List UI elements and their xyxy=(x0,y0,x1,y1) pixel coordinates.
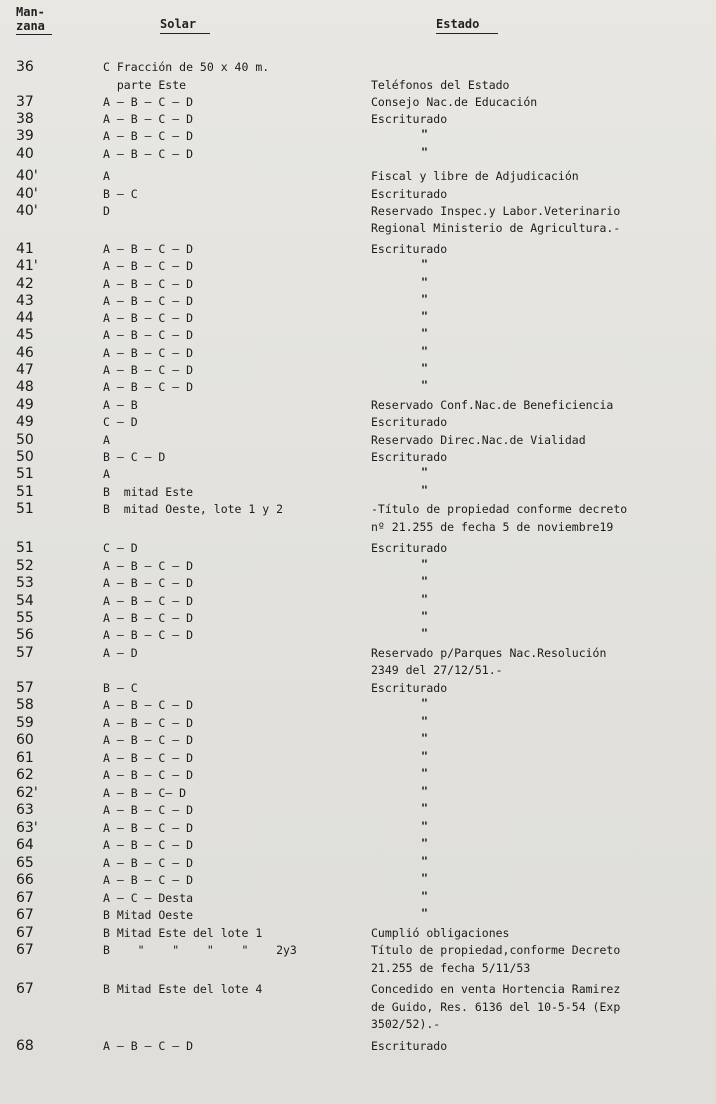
manzana-number: 47 xyxy=(16,362,34,378)
ditto-mark: " xyxy=(421,836,428,850)
solar-value: A – B – C – D xyxy=(103,873,194,887)
solar-value: A – B – C – D xyxy=(103,112,194,126)
ditto-mark: " xyxy=(421,145,428,159)
estado-value: Escriturado xyxy=(371,1039,448,1053)
estado-value: Escriturado xyxy=(371,187,448,201)
manzana-number: 65 xyxy=(16,855,34,871)
ditto-mark: " xyxy=(421,766,428,780)
manzana-number: 51 xyxy=(16,540,34,556)
ledger-row xyxy=(0,345,716,362)
manzana-number: 40' xyxy=(16,168,38,184)
solar-value: A – B – C – D xyxy=(103,576,194,590)
manzana-number: 67 xyxy=(16,925,34,941)
solar-value: B mitad Oeste, lote 1 y 2 xyxy=(103,502,284,516)
header-solar: Solar xyxy=(160,17,197,31)
solar-value: B – C xyxy=(103,681,138,695)
estado-value: 2349 del 27/12/51.- xyxy=(371,663,503,677)
ledger-row xyxy=(0,362,716,379)
ditto-mark: " xyxy=(421,871,428,885)
solar-value: A – B – C – D xyxy=(103,611,194,625)
ledger-row xyxy=(0,310,716,327)
manzana-number: 62' xyxy=(16,785,38,801)
manzana-number: 67 xyxy=(16,907,34,923)
ledger-row xyxy=(0,414,716,431)
manzana-number: 54 xyxy=(16,593,34,609)
solar-value: A – B – C – D xyxy=(103,129,194,143)
ledger-row xyxy=(0,94,716,111)
manzana-number: 49 xyxy=(16,397,34,413)
ditto-mark: " xyxy=(421,465,428,479)
solar-value: A – B – C – D xyxy=(103,628,194,642)
solar-value: B mitad Este xyxy=(103,485,194,499)
manzana-number: 36 xyxy=(16,59,34,75)
solar-value: A – B – C – D xyxy=(103,95,194,109)
ditto-mark: " xyxy=(421,626,428,640)
ledger-row xyxy=(0,466,716,483)
ledger-row xyxy=(0,203,716,220)
estado-value: 3502/52).- xyxy=(371,1017,441,1031)
ledger-row xyxy=(0,855,716,872)
ledger-row xyxy=(0,872,716,889)
ditto-mark: " xyxy=(421,696,428,710)
estado-value: Escriturado xyxy=(371,112,448,126)
solar-value: B – C – D xyxy=(103,450,166,464)
ditto-mark: " xyxy=(421,609,428,623)
ditto-mark: " xyxy=(421,889,428,903)
manzana-number: 63 xyxy=(16,802,34,818)
ledger-row xyxy=(0,558,716,575)
ditto-mark: " xyxy=(421,483,428,497)
manzana-number: 60 xyxy=(16,732,34,748)
ledger-row xyxy=(0,907,716,924)
solar-value: A – B – C – D xyxy=(103,1039,194,1053)
estado-value: Cumplió obligaciones xyxy=(371,926,510,940)
manzana-number: 61 xyxy=(16,750,34,766)
solar-value: A – B – C – D xyxy=(103,147,194,161)
ledger-row xyxy=(0,432,716,449)
solar-value: A – B – C – D xyxy=(103,821,194,835)
ditto-mark: " xyxy=(421,749,428,763)
solar-value: A – B – C – D xyxy=(103,311,194,325)
ditto-mark: " xyxy=(421,784,428,798)
ledger-row xyxy=(0,715,716,732)
manzana-number: 41 xyxy=(16,241,34,257)
estado-value: Reservado Inspec.y Labor.Veterinario xyxy=(371,204,621,218)
ledger-row xyxy=(0,999,716,1016)
manzana-number: 57 xyxy=(16,645,34,661)
ledger-row xyxy=(0,397,716,414)
ledger-row xyxy=(0,925,716,942)
solar-value: parte Este xyxy=(103,78,187,92)
manzana-number: 39 xyxy=(16,128,34,144)
solar-value: A – B – C – D xyxy=(103,803,194,817)
ledger-row xyxy=(0,610,716,627)
solar-value: A – B – C – D xyxy=(103,594,194,608)
ledger-row xyxy=(0,981,716,998)
estado-value: Teléfonos del Estado xyxy=(371,78,510,92)
estado-value: Reservado p/Parques Nac.Resolución xyxy=(371,646,607,660)
ledger-row xyxy=(0,540,716,557)
ditto-mark: " xyxy=(421,854,428,868)
manzana-number: 58 xyxy=(16,697,34,713)
ledger-row xyxy=(0,750,716,767)
ledger-row xyxy=(0,519,716,536)
estado-value: nº 21.255 de fecha 5 de noviembre19 xyxy=(371,520,614,534)
solar-value: A – B – C – D xyxy=(103,751,194,765)
ditto-mark: " xyxy=(421,257,428,271)
estado-value: -Título de propiedad conforme decreto xyxy=(371,502,628,516)
manzana-number: 48 xyxy=(16,379,34,395)
solar-value: A – D xyxy=(103,646,138,660)
ditto-mark: " xyxy=(421,361,428,375)
solar-value: D xyxy=(103,204,110,218)
manzana-number: 40' xyxy=(16,186,38,202)
header-manzana-underline xyxy=(16,34,52,35)
solar-value: B Mitad Oeste xyxy=(103,908,194,922)
manzana-number: 41' xyxy=(16,258,38,274)
manzana-number: 67 xyxy=(16,890,34,906)
header-estado: Estado xyxy=(436,17,480,31)
manzana-number: 53 xyxy=(16,575,34,591)
ledger-row xyxy=(0,186,716,203)
ledger-row xyxy=(0,890,716,907)
solar-value: A – B – C – D xyxy=(103,768,194,782)
ditto-mark: " xyxy=(421,326,428,340)
estado-value: Título de propiedad,conforme Decreto xyxy=(371,943,621,957)
ledger-row xyxy=(0,128,716,145)
ledger-row xyxy=(0,680,716,697)
manzana-number: 66 xyxy=(16,872,34,888)
ditto-mark: " xyxy=(421,819,428,833)
manzana-number: 46 xyxy=(16,345,34,361)
ditto-mark: " xyxy=(421,731,428,745)
manzana-number: 67 xyxy=(16,981,34,997)
manzana-number: 49 xyxy=(16,414,34,430)
solar-value: C – D xyxy=(103,541,138,555)
ledger-row xyxy=(0,785,716,802)
solar-value: A – B – C – D xyxy=(103,856,194,870)
ditto-mark: " xyxy=(421,275,428,289)
estado-value: Escriturado xyxy=(371,415,448,429)
ledger-row xyxy=(0,942,716,959)
estado-value: Fiscal y libre de Adjudicación xyxy=(371,169,579,183)
manzana-number: 43 xyxy=(16,293,34,309)
ledger-row xyxy=(0,767,716,784)
ditto-mark: " xyxy=(421,801,428,815)
ledger-row xyxy=(0,327,716,344)
estado-value: Reservado Conf.Nac.de Beneficiencia xyxy=(371,398,614,412)
solar-value: B " " " " 2y3 xyxy=(103,943,297,957)
ditto-mark: " xyxy=(421,309,428,323)
ledger-row xyxy=(0,697,716,714)
ledger-row xyxy=(0,1016,716,1033)
manzana-number: 57 xyxy=(16,680,34,696)
ditto-mark: " xyxy=(421,574,428,588)
manzana-number: 51 xyxy=(16,501,34,517)
ledger-row xyxy=(0,662,716,679)
manzana-number: 51 xyxy=(16,484,34,500)
manzana-number: 40 xyxy=(16,146,34,162)
ledger-row xyxy=(0,276,716,293)
solar-value: A – B – C – D xyxy=(103,242,194,256)
solar-value: A – B – C – D xyxy=(103,294,194,308)
ledger-row xyxy=(0,146,716,163)
manzana-number: 63' xyxy=(16,820,38,836)
ledger-row xyxy=(0,732,716,749)
ledger-row xyxy=(0,820,716,837)
ditto-mark: " xyxy=(421,127,428,141)
ledger-row xyxy=(0,802,716,819)
solar-value: A – B – C – D xyxy=(103,346,194,360)
solar-value: B Mitad Este del lote 1 xyxy=(103,926,263,940)
manzana-number: 68 xyxy=(16,1038,34,1054)
solar-value: A – B – C – D xyxy=(103,380,194,394)
ledger-row xyxy=(0,1038,716,1055)
estado-value: Reservado Direc.Nac.de Vialidad xyxy=(371,433,586,447)
estado-value: 21.255 de fecha 5/11/53 xyxy=(371,961,531,975)
ledger-row xyxy=(0,575,716,592)
solar-value: A – B – C – D xyxy=(103,328,194,342)
solar-value: A – C – Desta xyxy=(103,891,194,905)
ledger-row xyxy=(0,258,716,275)
manzana-number: 64 xyxy=(16,837,34,853)
solar-value: A – B – C – D xyxy=(103,733,194,747)
ditto-mark: " xyxy=(421,592,428,606)
ledger-row xyxy=(0,241,716,258)
ledger-row xyxy=(0,484,716,501)
ledger-row xyxy=(0,59,716,76)
ledger-row xyxy=(0,111,716,128)
manzana-number: 40' xyxy=(16,203,38,219)
ledger-row xyxy=(0,293,716,310)
manzana-number: 37 xyxy=(16,94,34,110)
header-solar-underline xyxy=(160,33,210,34)
ledger-row xyxy=(0,449,716,466)
estado-value: Regional Ministerio de Agricultura.- xyxy=(371,221,621,235)
solar-value: A – B – C – D xyxy=(103,259,194,273)
ledger-row xyxy=(0,645,716,662)
ledger-row xyxy=(0,168,716,185)
solar-value: C Fracción de 50 x 40 m. xyxy=(103,60,270,74)
solar-value: C – D xyxy=(103,415,138,429)
manzana-number: 42 xyxy=(16,276,34,292)
estado-value: Escriturado xyxy=(371,242,448,256)
manzana-number: 52 xyxy=(16,558,34,574)
manzana-number: 38 xyxy=(16,111,34,127)
solar-value: A – B – C – D xyxy=(103,363,194,377)
ditto-mark: " xyxy=(421,378,428,392)
estado-value: de Guido, Res. 6136 del 10-5-54 (Exp xyxy=(371,1000,621,1014)
ledger-row xyxy=(0,501,716,518)
ledger-row xyxy=(0,379,716,396)
header-manzana-line2: zana xyxy=(16,19,45,33)
manzana-number: 59 xyxy=(16,715,34,731)
ledger-row xyxy=(0,837,716,854)
ledger-row xyxy=(0,960,716,977)
ditto-mark: " xyxy=(421,292,428,306)
solar-value: B – C xyxy=(103,187,138,201)
estado-value: Escriturado xyxy=(371,450,448,464)
solar-value: A – B – C – D xyxy=(103,716,194,730)
estado-value: Escriturado xyxy=(371,681,448,695)
estado-value: Consejo Nac.de Educación xyxy=(371,95,538,109)
manzana-number: 50 xyxy=(16,449,34,465)
solar-value: A xyxy=(103,467,110,481)
manzana-number: 50 xyxy=(16,432,34,448)
ditto-mark: " xyxy=(421,344,428,358)
ledger-row xyxy=(0,627,716,644)
manzana-number: 45 xyxy=(16,327,34,343)
solar-value: B Mitad Este del lote 4 xyxy=(103,982,263,996)
manzana-number: 67 xyxy=(16,942,34,958)
manzana-number: 51 xyxy=(16,466,34,482)
solar-value: A – B – C – D xyxy=(103,698,194,712)
manzana-number: 55 xyxy=(16,610,34,626)
ditto-mark: " xyxy=(421,714,428,728)
estado-value: Concedido en venta Hortencia Ramirez xyxy=(371,982,621,996)
solar-value: A – B – C – D xyxy=(103,838,194,852)
ledger-row xyxy=(0,77,716,94)
manzana-number: 56 xyxy=(16,627,34,643)
ditto-mark: " xyxy=(421,557,428,571)
solar-value: A – B – C – D xyxy=(103,559,194,573)
estado-value: Escriturado xyxy=(371,541,448,555)
ledger-row xyxy=(0,220,716,237)
header-manzana-line1: Man- xyxy=(16,5,45,19)
ditto-mark: " xyxy=(421,906,428,920)
solar-value: A xyxy=(103,169,110,183)
header-estado-underline xyxy=(436,33,498,34)
solar-value: A – B xyxy=(103,398,138,412)
solar-value: A xyxy=(103,433,110,447)
solar-value: A – B – C – D xyxy=(103,277,194,291)
ledger-row xyxy=(0,593,716,610)
manzana-number: 62 xyxy=(16,767,34,783)
solar-value: A – B – C– D xyxy=(103,786,187,800)
manzana-number: 44 xyxy=(16,310,34,326)
